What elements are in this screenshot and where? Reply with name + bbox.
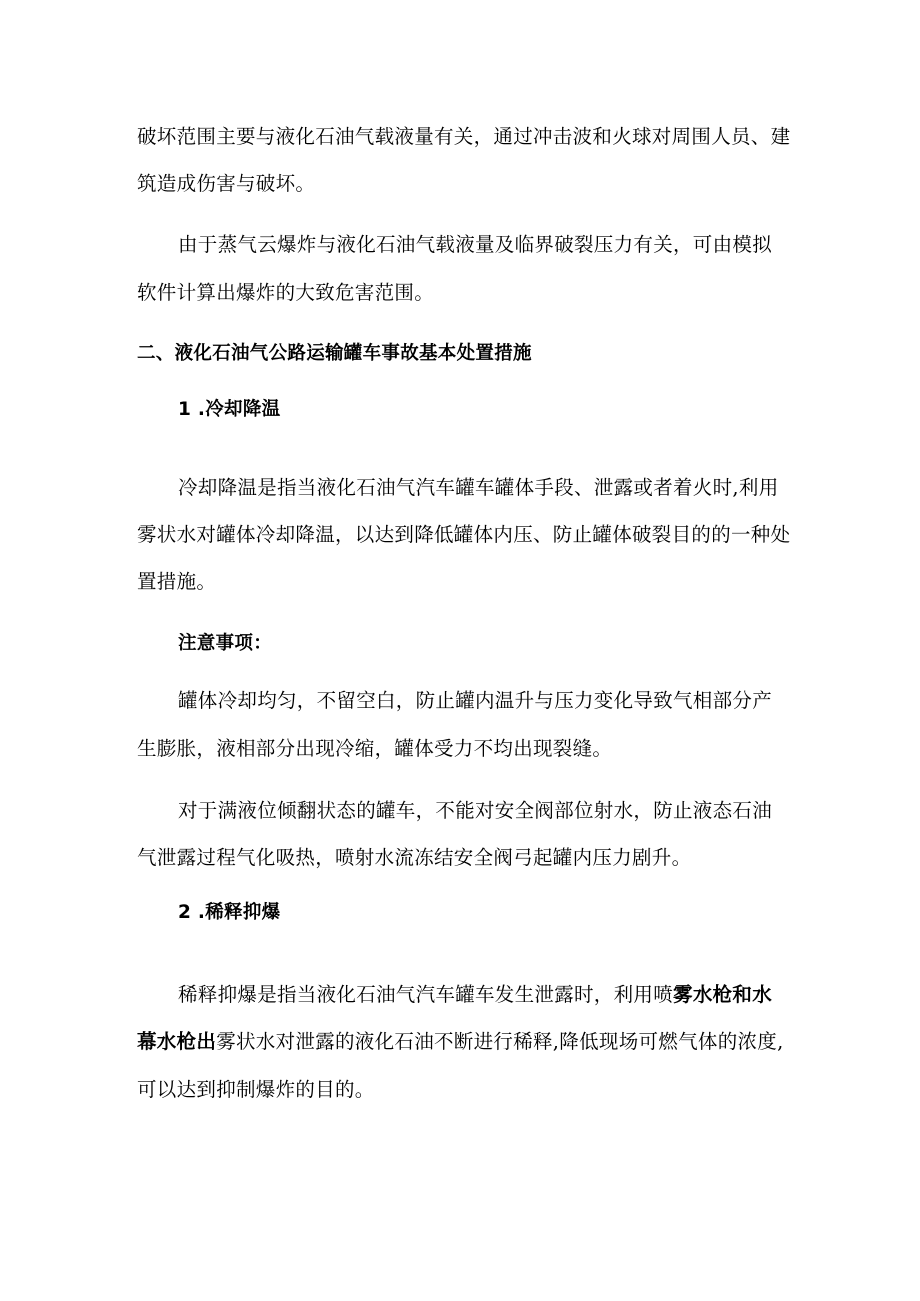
p5-line1: 对于满液位倾翻状态的罐车，不能对安全阀部位射水，防止液态石油: [178, 799, 773, 822]
p1-line1: 破坏范围主要与液化石油气载液量有关，通过冲击波和火球对周围人员、建: [137, 125, 791, 148]
p6-line1: [178, 983, 772, 1007]
section2-heading: 二、液化石油气公路运输罐车事故基本处置措施: [137, 343, 532, 364]
p6-line2: [137, 1030, 784, 1054]
p6-line1-bold: 雾水枪和水: [673, 983, 773, 1006]
p3-line1: 冷却降温是指当液化石油气汽车罐车罐体手段、泄露或者着火时,利用: [178, 476, 779, 499]
p6-line3: 可以达到抑制爆炸的目的。: [137, 1078, 375, 1101]
sub2-heading: 2 .稀释抑爆: [178, 902, 281, 923]
p6-line2-bold: 幕水枪出: [137, 1030, 217, 1053]
p6-line1-normal: 稀释抑爆是指当液化石油气汽车罐车发生泄露时，利用喷: [178, 983, 674, 1006]
sub1-heading: 1 .冷却降温: [178, 399, 281, 420]
p3-line2: 雾状水对罐体冷却降温，以达到降低罐体内压、防止罐体破裂目的的一种处: [137, 523, 791, 546]
notes-heading: 注意事项：: [178, 633, 273, 654]
p4-line2: 生膨胀，液相部分出现冷缩，罐体受力不均出现裂缝。: [137, 737, 613, 760]
p2-line1: 由于蒸气云爆炸与液化石油气载液量及临界破裂压力有关，可由模拟: [178, 233, 773, 256]
p6-line2-normal: 雾状水对泄露的液化石油不断进行稀释,降低现场可燃气体的浓度,: [216, 1030, 784, 1053]
p1-line2: 筑造成伤害与破坏。: [137, 172, 316, 195]
p2-line2: 软件计算出爆炸的大致危害范围。: [137, 281, 435, 304]
p3-line3: 置措施。: [137, 570, 217, 593]
p5-line2: 气泄露过程气化吸热，喷射水流冻结安全阀弓起罐内压力剧升。: [137, 846, 692, 869]
p4-line1: 罐体冷却均匀，不留空白，防止罐内温升与压力变化导致气相部分产: [178, 689, 773, 712]
